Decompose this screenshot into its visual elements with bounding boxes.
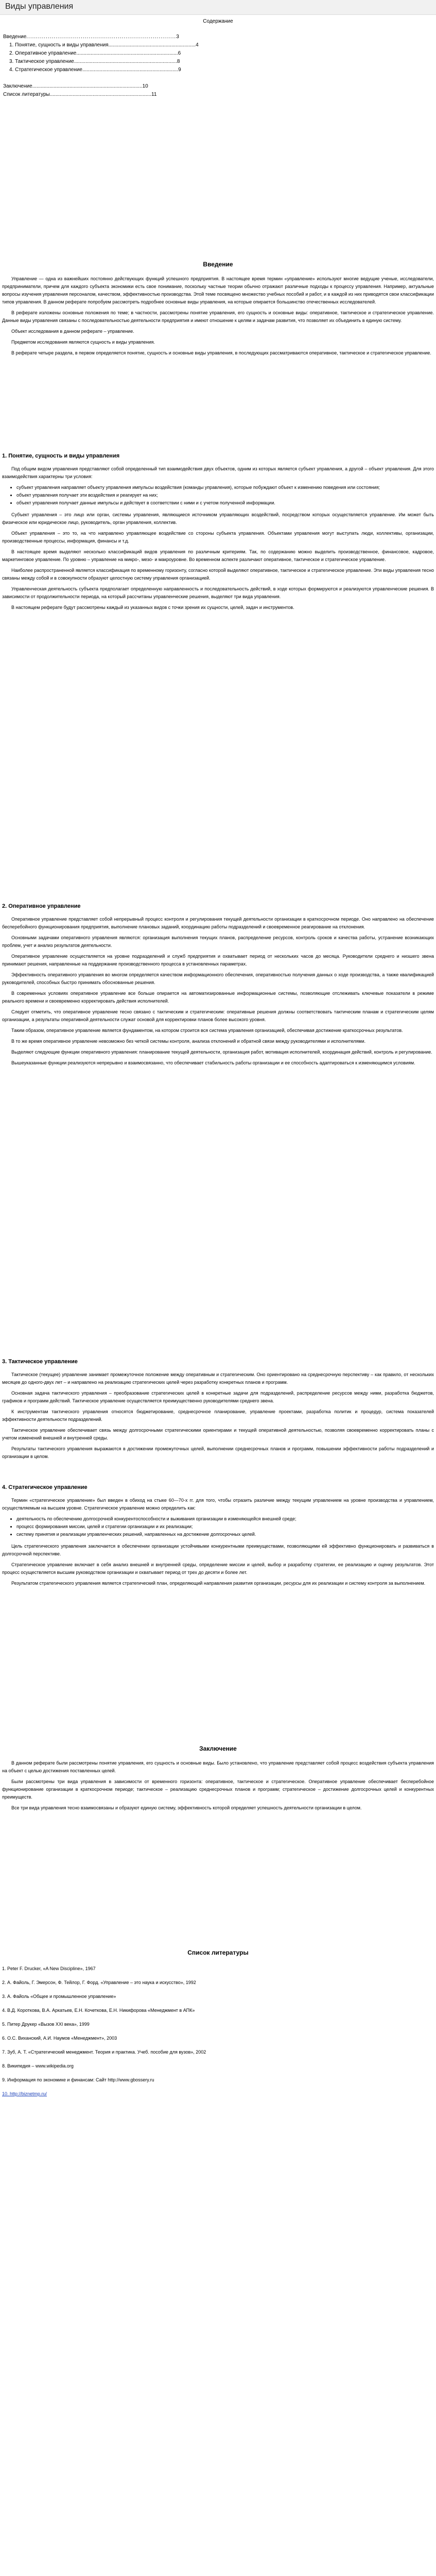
reference-item: 7. Зуб, А. Т. «Стратегический менеджмент. Теория и практика. Учеб. пособие для вузов», 2002	[2, 2049, 206, 2055]
paragraph: Объект управления – это то, на что направлено управляющее воздействие со стороны субъекта управления. Объектами управления могут выступать люди, коллективы, организации, производственные процессы, информация, финансы и т.д.	[2, 531, 434, 544]
paragraph: Тактическое (текущее) управление занимает промежуточное положение между оперативным и стратегическим. Оно ориентировано на среднесрочную перспективу – как правило, от нескольких месяцев до одного-двух лет – и направлено на реализацию стратегических целей через разработку конкретных планов и программ.	[2, 1372, 434, 1385]
paragraph: Вышеуказанные функции реализуются непрерывно и взаимосвязанно, что обеспечивает стабильность работы организации и ее способность адаптироваться к изменяющимся условиям.	[11, 1060, 415, 1065]
paragraph: Следует отметить, что оперативное управление тесно связано с тактическим и стратегическим: оперативные решения должны соответствовать тактическим планам и стратегическим целям организации, а результаты оперативной деятельности служат основой для корректировки планов более высокого уровня.	[2, 1009, 434, 1022]
reference-item: 8. Википедия – www.wikipedia.org	[2, 2063, 74, 2069]
toc-row[interactable]: Заключение.............................................................................10	[3, 83, 148, 89]
list-item: • процесс формирования миссии, целей и стратегии организации и их реализации;	[16, 1523, 434, 1531]
paragraph: Стратегическое управление включает в себя анализ внешней и внутренней среды, определение миссии и целей, выбор и разработку стратегии, ее реализацию и оценку результатов. Этот процесс осуществляется высшим руководством организации и охватывает период от трех до десяти и более лет.	[2, 1562, 434, 1575]
paragraph: В реферате изложены основные положения по теме; в частности, рассмотрены понятие управления, его сущность и основные виды: оперативное, тактическое и стратегическое управление. Данные виды управления связаны с последовательностью деятельности предприятия и имеют отношение к целям и задачам развития, что позволяет их объединить в единую систему.	[2, 310, 434, 323]
list-item: • объект управления получает данные импульсы и действует в соответствии с ними и с учетом полученной информации.	[16, 499, 434, 507]
paragraph: Были рассмотрены три вида управления в зависимости от временного горизонта: оперативное, тактическое и стратегическое. Оперативное управление обеспечивает бесперебойное функционирование организации в краткосрочном периоде; тактическое – реализацию среднесрочных планов и программ; стратегическое – достижение долгосрочных целей и конкурентных преимуществ.	[2, 1779, 434, 1800]
toc-row[interactable]: 3. Тактическое управление........................................................................8	[9, 59, 180, 64]
paragraph: В настоящее время выделяют несколько классификаций видов управления по различным критериям. Так, по содержанию можно выделить производственное, финансовое, кадровое, маркетинговое управление. По уровню – управление на микро-, мезо- и макроуровне. Во временном аспекте различают оперативное, тактическое и стратегическое управление.	[2, 549, 434, 562]
section-1	[2, 453, 434, 612]
section-1-heading: 1. Понятие, сущность и виды управления	[2, 453, 120, 459]
toc-row[interactable]: Введение.............................................................................3	[3, 34, 179, 40]
introduction-section	[2, 261, 434, 357]
toc-row[interactable]: 4. Стратегическое управление...................................................................9	[9, 67, 181, 73]
paragraph: Результатом стратегического управления является стратегический план, определяющий направления развития организации, ресурсы для их реализации и систему контроля за выполнением.	[11, 1581, 426, 1586]
paragraph: Управление — одна из важнейших постоянно действующих функций успешного предприятия. В настоящее время термин «управление» используют многие ведущие ученые, исследователи, предприниматели, причем для каждого субъекта экономики есть свое понимание, поскольку частные теории обычно отражают различные подходы к процессу управления. Например, актуальные вопросы изучения управления персоналом, качеством, эффективностью производства. Этой теме посвящено множество учебных пособий и работ, и в каждой из них приводятся свои классификации типов управления. В данном реферате попробуем рассмотреть подробнее основные виды управления, на которые опирается большинство отечественных исследователей.	[2, 276, 434, 304]
paragraph: Таким образом, оперативное управление является фундаментом, на котором строится вся система управления организацией, обеспечивая достижение краткосрочных результатов.	[11, 1028, 403, 1033]
paragraph: Цель стратегического управления заключается в обеспечении организации устойчивыми конкурентными преимуществами, позволяющими ей эффективно функционировать и развиваться в долгосрочной перспективе.	[2, 1544, 434, 1556]
paragraph: Предметом исследования являются сущность и виды управления.	[11, 340, 155, 345]
paragraph: В современных условиях оперативное управление все больше опирается на автоматизированные информационные системы, позволяющие отслеживать ключевые показатели в режиме реального времени и своевременно корректировать действия исполнителей.	[2, 991, 434, 1004]
paragraph: Все три вида управления тесно взаимосвязаны и образуют единую систему, эффективность которой определяет успешность деятельности организации в целом.	[11, 1805, 362, 1810]
paragraph: К инструментам тактического управления относятся бюджетирование, среднесрочное планирование, управление проектами, разработка политик и процедур, система показателей эффективности деятельности подразделений.	[2, 1409, 434, 1422]
reference-item: 4. В.Д. Короткова, В.А. Аркатьев, Е.Н. Кочеткова, Е.Н. Никифорова «Менеджмент в АПК»	[2, 2008, 195, 2013]
references-heading: Список литературы	[187, 1949, 249, 1956]
section-4	[2, 1484, 434, 1587]
paragraph: Основная задача тактического управления – преобразование стратегических целей в конкретные задачи для подразделений, распределение ресурсов между ними, разработка бюджетов, графиков и программ действий. Тактическое управление осуществляется преимущественно руководителями среднего звена.	[2, 1391, 434, 1403]
section-3	[2, 1359, 434, 1461]
section-4-heading: 4. Стратегическое управление	[2, 1484, 88, 1490]
paragraph: Субъект управления – это лицо или орган, системы управления, являющиеся источником управляющих воздействий, посредством которых осуществляется управление. Им может быть физическое или юридическое лицо, руководитель, орган управления, коллектив.	[2, 512, 434, 525]
paragraph: В настоящем реферате будут рассмотрены каждый из указанных видов с точки зрения их сущности, целей, задач и инструментов.	[11, 605, 294, 610]
introduction-heading: Введение	[203, 261, 233, 268]
paragraph: Оперативное управление осуществляется на уровне подразделений и служб предприятия и охватывает период от нескольких часов до месяца. Руководители среднего и низшего звена принимают решения, направленные на поддержание производственного процесса в установленных параметрах.	[2, 954, 434, 967]
paragraph: Эффективность оперативного управления во многом определяется качеством информационного обеспечения, оперативностью получения данных о ходе производства, а также квалификацией руководителей, способных быстро принимать обоснованные решения.	[2, 972, 434, 985]
section-2	[2, 903, 434, 1067]
paragraph: В то же время оперативное управление невозможно без четкой системы контроля, анализа отклонений и обратной связи между руководителями и исполнителями.	[11, 1039, 366, 1044]
reference-item: 6. О.С. Виханский, А.И. Наумов «Менеджмент», 2003	[2, 2036, 117, 2041]
references-section	[2, 1949, 434, 2098]
window-title-bar	[0, 0, 436, 15]
toc-row[interactable]: 1. Понятие, сущность и виды управления.............................................................4	[9, 42, 199, 48]
list-item: • систему принятия и реализации управленческих решений, направленных на достижение долгосрочных целей.	[16, 1531, 434, 1538]
paragraph: Наиболее распространенной является классификация по временному горизонту, согласно которой выделяют оперативное, тактическое и стратегическое управление. Эти виды управления тесно связаны между собой и в совокупности образуют целостную систему управления организацией.	[2, 568, 434, 581]
paragraph: Оперативное управление представляет собой непрерывный процесс контроля и регулирования текущей деятельности организации в краткосрочном периоде. Оно направлено на обеспечение бесперебойного функционирования предприятия, выполнение плановых заданий, координацию работы подразделений и своевременное реагирование на отклонения.	[2, 917, 434, 929]
paragraph: Тактическое управление обеспечивает связь между долгосрочными стратегическими ориентирами и текущей оперативной деятельностью, позволяя своевременно корректировать планы с учетом изменений внешней и внутренней среды.	[2, 1428, 434, 1440]
toc-heading: Содержание	[203, 19, 233, 24]
section-3-heading: 3. Тактическое управление	[2, 1359, 78, 1365]
paragraph: Выделяют следующие функции оперативного управления: планирование текущей деятельности, организация работ, мотивация исполнителей, координация действий, контроль и регулирование.	[11, 1049, 432, 1055]
conclusion-heading: Заключение	[199, 1745, 237, 1752]
paragraph: Основными задачами оперативного управления являются: организация выполнения текущих планов, распределение ресурсов, контроль сроков и качества работы, устранение возникающих проблем, учет и анализ результатов деятельности.	[2, 935, 434, 948]
toc-row[interactable]: Список литературы.......................................................................11	[3, 92, 157, 97]
bullet-list	[2, 1515, 434, 1538]
paragraph: В данном реферате были рассмотрены понятие управления, его сущность и основные виды. Было установлено, что управление представляет собой процесс воздействия субъекта управления на объект с целью достижения поставленных целей.	[2, 1760, 434, 1773]
reference-item: 2. А. Файоль, Г. Эмерсон, Ф. Тейлор, Г. Форд. «Управление – это наука и искусство», 1992	[2, 1980, 196, 1985]
reference-url-link[interactable]: 10. http://biznetmp.ru/	[2, 2091, 47, 2096]
list-item: • субъект управления направляет объекту управления импульсы воздействия (команды управления), которые побуждают объект к изменению поведения или состояния;	[16, 484, 434, 492]
section-2-heading: 2. Оперативное управление	[2, 903, 81, 909]
conclusion-section	[2, 1745, 434, 1812]
window-title: Виды управления	[5, 2, 74, 11]
table-of-contents	[2, 19, 434, 152]
reference-link[interactable]	[2, 2090, 434, 2098]
reference-item: 3. А. Файоль «Общее и промышленное управление»	[2, 1994, 116, 1999]
reference-item: 9. Информация по экономике и финансам: Сайт http://www.gbossery.ru	[2, 2077, 154, 2082]
bullet-list	[2, 484, 434, 507]
toc-row[interactable]: 2. Оперативное управление.......................................................................6	[9, 50, 181, 56]
document-page	[2, 15, 434, 2104]
paragraph: Объект исследования в данном реферате – управление.	[11, 329, 134, 334]
paragraph: Результаты тактического управления выражаются в достижении промежуточных целей, выполнении среднесрочных планов и программ, повышении эффективности работы подразделений и организации в целом.	[2, 1446, 434, 1459]
paragraph: Термин «стратегическое управление» был введен в обиход на стыке 60—70-х гг. для того, чтобы отразить различие между текущим управлением на уровне производства и управлением, осуществляемым на высшем уровне. Стратегическое управление можно определить как:	[2, 1498, 434, 1511]
list-item: • объект управления получает эти воздействия и реагирует на них;	[16, 492, 434, 499]
reference-item: 1. Peter F. Drucker, «A New Discipline», 1967	[2, 1966, 96, 1971]
paragraph: Под общим видом управления представляют собой определенный тип взаимодействия двух объектов, одним из которых является субъект управления, а другой – объект управления. Для этого взаимодействия характерны три условия:	[2, 466, 434, 479]
reference-item: 5. Питер Друкер «Вызов XXI века», 1999	[2, 2022, 90, 2027]
paragraph: Управленческая деятельность субъекта предполагает определенную направленность и последовательность действий, в ходе которых формируются и реализуются управленческие решения. В зависимости от продолжительности периода, на который рассчитаны управленческие решения, выделяют три вида управления.	[2, 586, 434, 599]
paragraph: В реферате четыре раздела, в первом определяется понятие, сущность и основные виды управления, в последующих рассматриваются оперативное, тактическое и стратегическое управление.	[11, 350, 431, 355]
list-item: • деятельность по обеспечению долгосрочной конкурентоспособности и выживания организации в изменяющейся внешней среде;	[16, 1515, 434, 1523]
